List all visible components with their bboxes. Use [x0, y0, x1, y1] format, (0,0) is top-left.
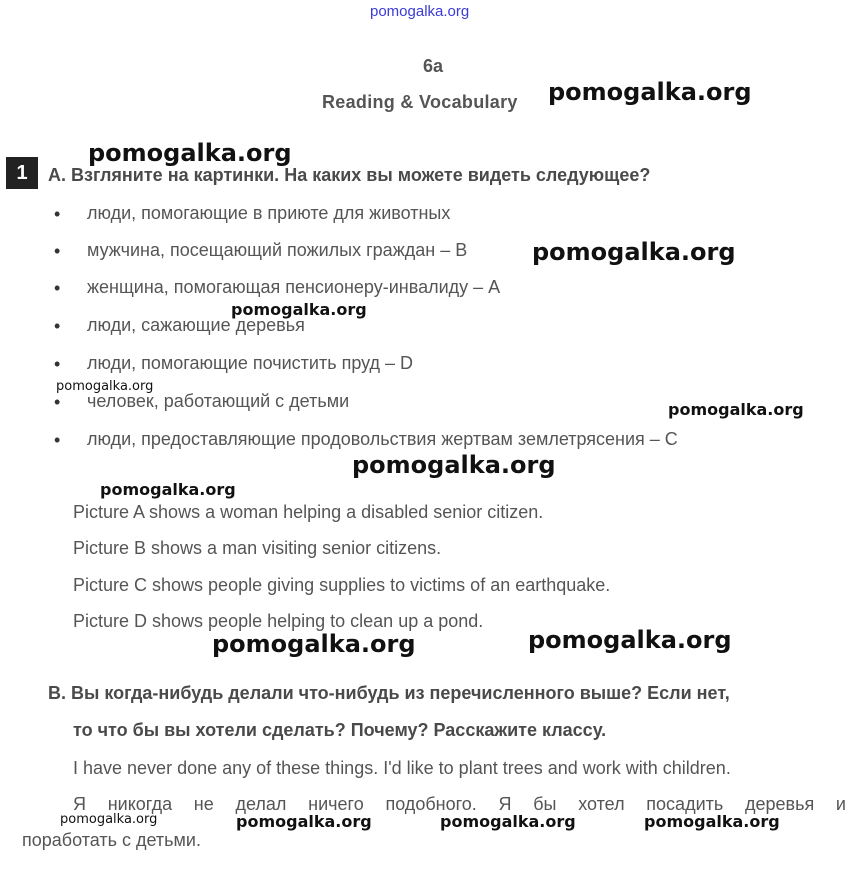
bullet-icon: • — [54, 204, 61, 224]
list-item: люди, помогающие в приюте для животных — [87, 203, 451, 223]
answer-b-russian-cont: поработать с детьми. — [22, 830, 201, 850]
list-item: женщина, помогающая пенсионеру-инвалиду – A — [87, 277, 501, 297]
answer-b-russian: Я никогда не делал ничего подобного. Я бы хотел посадить деревья и — [73, 794, 846, 814]
bullet-icon: • — [54, 241, 61, 261]
watermark: pomogalka.org — [440, 812, 576, 831]
answer-line: Picture D shows people helping to clean up a pond. — [73, 611, 484, 631]
watermark: pomogalka.org — [532, 238, 736, 266]
bullet-icon: • — [54, 354, 61, 374]
watermark: pomogalka.org — [60, 812, 158, 827]
watermark: pomogalka.org — [528, 626, 732, 654]
watermark: pomogalka.org — [236, 812, 372, 831]
watermark: pomogalka.org — [56, 379, 154, 394]
list-item: человек, работающий с детьми — [87, 391, 350, 411]
exercise-number: 1 — [6, 157, 38, 189]
watermark: pomogalka.org — [231, 300, 367, 319]
watermark: pomogalka.org — [352, 451, 556, 479]
task-b-instruction-cont: то что бы вы хотели сделать? Почему? Расскажите классу. — [73, 720, 607, 740]
task-b-instruction: B. Вы когда-нибудь делали что-нибудь из перечисленного выше? Если нет, — [48, 683, 730, 703]
answer-b-english: I have never done any of these things. I'd like to plant trees and work with children. — [73, 758, 731, 778]
list-item: люди, помогающие почистить пруд – D — [87, 353, 414, 373]
watermark: pomogalka.org — [668, 400, 804, 419]
bullet-icon: • — [54, 316, 61, 336]
watermark: pomogalka.org — [644, 812, 780, 831]
bullet-icon: • — [54, 430, 61, 450]
watermark: pomogalka.org — [548, 78, 752, 106]
list-item: люди, сажающие деревья — [87, 315, 305, 335]
answer-line: Picture C shows people giving supplies to victims of an earthquake. — [73, 575, 611, 595]
bullet-icon: • — [54, 392, 61, 412]
watermark: pomogalka.org — [212, 630, 416, 658]
list-item: люди, предоставляющие продовольствия жертвам землетрясения – C — [87, 429, 678, 449]
unit-label: 6a — [423, 56, 444, 76]
answer-line: Picture A shows a woman helping a disabled senior citizen. — [73, 502, 544, 522]
watermark: pomogalka.org — [100, 480, 236, 499]
top-link[interactable]: pomogalka.org — [370, 3, 470, 20]
answer-line: Picture B shows a man visiting senior citizens. — [73, 538, 442, 558]
list-item: мужчина, посещающий пожилых граждан – B — [87, 240, 468, 260]
section-title: Reading & Vocabulary — [322, 92, 518, 112]
watermark: pomogalka.org — [88, 139, 292, 167]
bullet-icon: • — [54, 278, 61, 298]
task-a-instruction: A. Взгляните на картинки. На каких вы можете видеть следующее? — [48, 165, 651, 185]
